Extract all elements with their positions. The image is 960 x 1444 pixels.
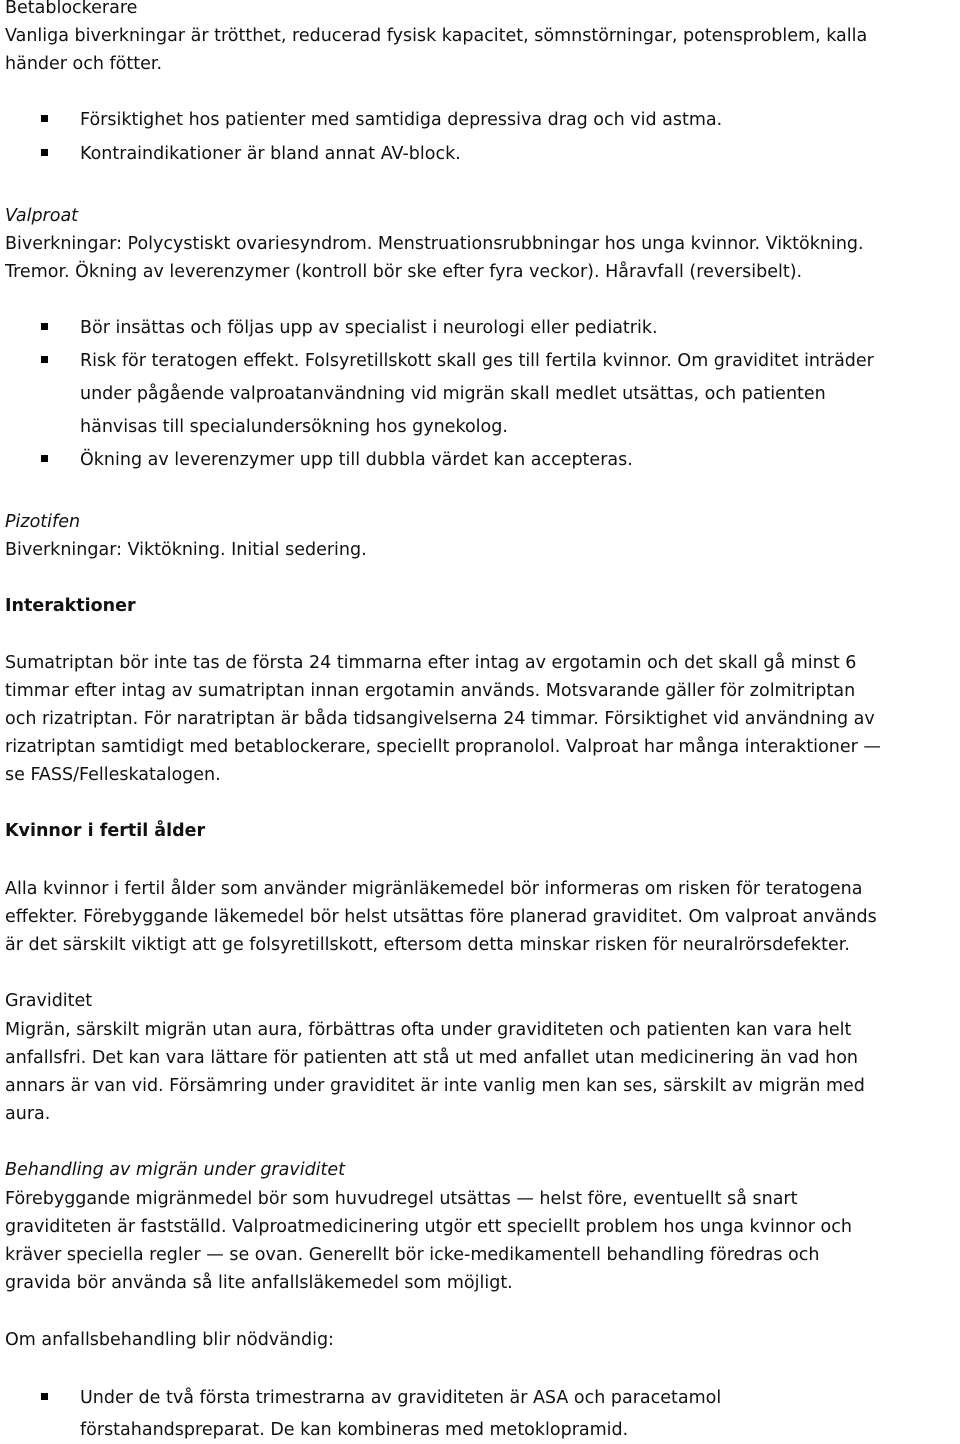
paragraph-line: se FASS/Felleskatalogen. xyxy=(5,765,221,785)
paragraph-line: Alla kvinnor i fertil ålder som använder migränläkemedel bör informeras om risken för teratogena xyxy=(5,879,863,899)
bullet-item: Kontraindikationer är bland annat AV-block. xyxy=(80,144,461,164)
section-heading-betablockerare: Betablockerare xyxy=(5,0,138,18)
paragraph-line: Tremor. Ökning av leverenzymer (kontroll bör ske efter fyra veckor). Håravfall (reversibelt). xyxy=(5,262,803,282)
paragraph-line: Migrän, särskilt migrän utan aura, förbättras ofta under graviditeten och patienten kan vara helt xyxy=(5,1020,852,1040)
bullet-square-icon xyxy=(41,115,48,122)
bullet-item: Risk för teratogen effekt. Folsyretillskott skall ges till fertila kvinnor. Om graviditet inträder xyxy=(80,351,874,371)
paragraph-line: aura. xyxy=(5,1104,51,1124)
paragraph-line: annars är van vid. Försämring under graviditet är inte vanlig men kan ses, särskilt av migrän med xyxy=(5,1076,865,1096)
paragraph-line: Vanliga biverkningar är trötthet, reducerad fysisk kapacitet, sömnstörningar, potensproblem, kalla xyxy=(5,26,868,46)
bullet-square-icon xyxy=(41,323,48,330)
paragraph-line: effekter. Förebyggande läkemedel bör helst utsättas före planerad graviditet. Om valproat används xyxy=(5,907,877,927)
paragraph-line: Sumatriptan bör inte tas de första 24 timmarna efter intag av ergotamin och det skall gå minst 6 xyxy=(5,653,857,673)
paragraph-line: gravida bör använda så lite anfallsläkemedel som möjligt. xyxy=(5,1273,513,1293)
paragraph-line: kräver speciella regler — se ovan. Generellt bör icke-medikamentell behandling föredras och xyxy=(5,1245,820,1265)
section-heading-behandling: Behandling av migrän under graviditet xyxy=(5,1160,346,1180)
bullet-item: Försiktighet hos patienter med samtidiga depressiva drag och vid astma. xyxy=(80,110,723,130)
bullet-item: Bör insättas och följas upp av specialist i neurologi eller pediatrik. xyxy=(80,318,658,338)
bullet-square-icon xyxy=(41,356,48,363)
paragraph-line: och rizatriptan. För naratriptan är båda tidsangivelserna 24 timmar. Försiktighet vid användning av xyxy=(5,709,875,729)
bullet-square-icon xyxy=(41,455,48,462)
bullet-square-icon xyxy=(41,149,48,156)
bullet-item-continuation: förstahandspreparat. De kan kombineras med metoklopramid. xyxy=(80,1420,629,1440)
bullet-item: Under de två första trimestrarna av graviditeten är ASA och paracetamol xyxy=(80,1388,722,1408)
paragraph-line: Biverkningar: Polycystiskt ovariesyndrom. Menstruationsrubbningar hos unga kvinnor. Viktökning. xyxy=(5,234,864,254)
paragraph-line: rizatriptan samtidigt med betablockerare, speciellt propranolol. Valproat har många interaktioner — xyxy=(5,737,881,757)
paragraph-line: är det särskilt viktigt att ge folsyretillskott, eftersom detta minskar risken för neuralrörsdefekter. xyxy=(5,935,850,955)
bullet-item-continuation: hänvisas till specialundersökning hos gynekolog. xyxy=(80,417,508,437)
paragraph-line: anfallsfri. Det kan vara lättare för patienten att stå ut med anfallet utan medicinering än vad hon xyxy=(5,1048,858,1068)
paragraph-line: Förebyggande migränmedel bör som huvudregel utsättas — helst före, eventuellt så snart xyxy=(5,1189,798,1209)
bullet-square-icon xyxy=(41,1393,48,1400)
bullet-item: Ökning av leverenzymer upp till dubbla värdet kan accepteras. xyxy=(80,450,633,470)
paragraph-line: händer och fötter. xyxy=(5,54,163,74)
section-heading-interaktioner: Interaktioner xyxy=(5,596,136,616)
section-heading-valproat: Valproat xyxy=(5,206,79,226)
section-heading-kvinnor: Kvinnor i fertil ålder xyxy=(5,821,206,841)
paragraph-line: graviditeten är fastställd. Valproatmedicinering utgör ett speciellt problem hos unga kvinnor och xyxy=(5,1217,852,1237)
paragraph-line: timmar efter intag av sumatriptan innan ergotamin används. Motsvarande gäller för zolmitriptan xyxy=(5,681,856,701)
paragraph-intro: Om anfallsbehandling blir nödvändig: xyxy=(5,1330,334,1350)
section-heading-graviditet: Graviditet xyxy=(5,991,93,1011)
paragraph-line: Biverkningar: Viktökning. Initial sedering. xyxy=(5,540,367,560)
section-heading-pizotifen: Pizotifen xyxy=(5,512,81,532)
bullet-item-continuation: under pågående valproatanvändning vid migrän skall medlet utsättas, och patienten xyxy=(80,384,826,404)
